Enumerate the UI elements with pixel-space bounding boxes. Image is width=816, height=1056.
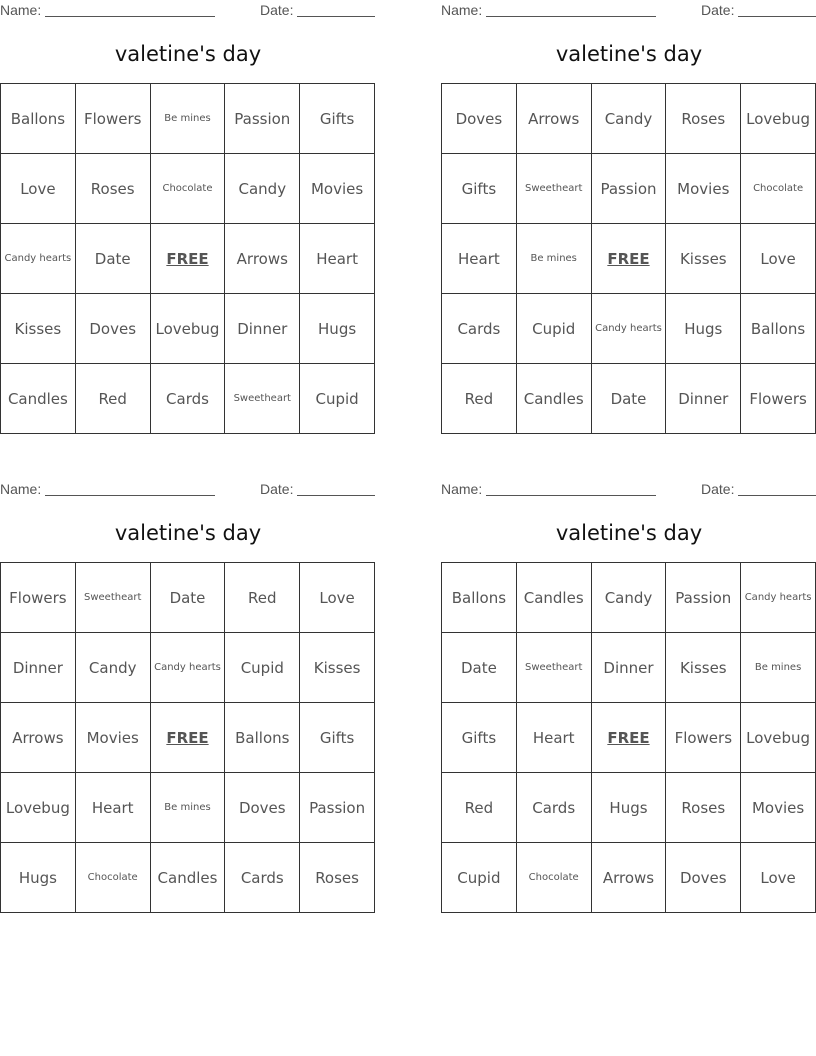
- name-label: Name:: [0, 481, 42, 497]
- bingo-cell: Kisses: [300, 633, 375, 703]
- bingo-cell: Candles: [151, 843, 226, 913]
- bingo-cell: Heart: [442, 224, 517, 294]
- bingo-cell: Flowers: [666, 703, 741, 773]
- bingo-cell: Cards: [442, 294, 517, 364]
- bingo-cell: Dinner: [1, 633, 76, 703]
- bingo-cell: Ballons: [442, 563, 517, 633]
- bingo-cell: Dinner: [225, 294, 300, 364]
- bingo-cell: Heart: [300, 224, 375, 294]
- bingo-cell: Sweetheart: [517, 633, 592, 703]
- bingo-cell: Candy: [592, 563, 667, 633]
- bingo-cell: Movies: [741, 773, 816, 843]
- bingo-cell: Heart: [517, 703, 592, 773]
- bingo-cell: Lovebug: [741, 703, 816, 773]
- free-space: FREE: [151, 703, 226, 773]
- bingo-cell: Candy: [76, 633, 151, 703]
- bingo-cell: Love: [300, 563, 375, 633]
- bingo-grid: [441, 83, 816, 434]
- name-date-row: [0, 481, 376, 499]
- name-date-row: [441, 2, 816, 20]
- name-field: [441, 2, 656, 18]
- date-label: Date:: [260, 481, 294, 497]
- name-label: Name:: [441, 481, 483, 497]
- name-field: [0, 2, 215, 18]
- card-title: valetine's day: [555, 521, 703, 545]
- bingo-cell: Arrows: [517, 84, 592, 154]
- bingo-cell: Cards: [517, 773, 592, 843]
- free-space: FREE: [151, 224, 226, 294]
- bingo-cell: Candy: [592, 84, 667, 154]
- bingo-cell: Sweetheart: [76, 563, 151, 633]
- name-field: [0, 481, 215, 497]
- bingo-cell: Chocolate: [517, 843, 592, 913]
- bingo-cell: Lovebug: [741, 84, 816, 154]
- bingo-cell: Dinner: [592, 633, 667, 703]
- bingo-cell: Roses: [666, 84, 741, 154]
- bingo-cell: Gifts: [442, 154, 517, 224]
- name-blank-line: [486, 481, 656, 496]
- bingo-cell: Kisses: [666, 224, 741, 294]
- date-blank-line: [738, 2, 816, 17]
- bingo-cell: Kisses: [1, 294, 76, 364]
- card-title: valetine's day: [114, 42, 262, 66]
- bingo-cell: Ballons: [741, 294, 816, 364]
- bingo-cell: Passion: [300, 773, 375, 843]
- bingo-cell: Heart: [76, 773, 151, 843]
- free-space: FREE: [592, 224, 667, 294]
- bingo-cell: Cupid: [442, 843, 517, 913]
- bingo-cell: Passion: [666, 563, 741, 633]
- bingo-cell: Roses: [300, 843, 375, 913]
- bingo-cell: Date: [442, 633, 517, 703]
- bingo-card-1: [0, 0, 376, 434]
- name-date-row: [441, 481, 816, 499]
- date-blank-line: [738, 481, 816, 496]
- date-label: Date:: [701, 481, 735, 497]
- bingo-grid: [441, 562, 816, 913]
- bingo-cell: Movies: [76, 703, 151, 773]
- bingo-cell: Flowers: [1, 563, 76, 633]
- bingo-cell: Flowers: [741, 364, 816, 434]
- bingo-cell: Be mines: [151, 773, 226, 843]
- name-blank-line: [45, 481, 215, 496]
- name-blank-line: [486, 2, 656, 17]
- bingo-cell: Cards: [225, 843, 300, 913]
- bingo-cell: Red: [442, 773, 517, 843]
- bingo-cell: Red: [225, 563, 300, 633]
- name-field: [441, 481, 656, 497]
- bingo-cell: Chocolate: [76, 843, 151, 913]
- bingo-cell: Candles: [517, 364, 592, 434]
- bingo-cell: Arrows: [225, 224, 300, 294]
- bingo-cell: Candy hearts: [592, 294, 667, 364]
- bingo-cell: Flowers: [76, 84, 151, 154]
- bingo-cell: Dinner: [666, 364, 741, 434]
- bingo-cell: Candy hearts: [151, 633, 226, 703]
- name-date-row: [0, 2, 376, 20]
- bingo-grid: [0, 83, 375, 434]
- bingo-cell: Lovebug: [151, 294, 226, 364]
- bingo-cell: Ballons: [1, 84, 76, 154]
- bingo-cell: Candy hearts: [741, 563, 816, 633]
- bingo-cell: Movies: [666, 154, 741, 224]
- bingo-cell: Love: [1, 154, 76, 224]
- bingo-cell: Doves: [442, 84, 517, 154]
- bingo-cell: Passion: [225, 84, 300, 154]
- date-field: [701, 481, 816, 497]
- bingo-cell: Sweetheart: [517, 154, 592, 224]
- date-blank-line: [297, 481, 375, 496]
- bingo-cell: Arrows: [592, 843, 667, 913]
- bingo-card-4: [441, 479, 816, 913]
- bingo-cell: Cupid: [517, 294, 592, 364]
- bingo-cell: Gifts: [300, 84, 375, 154]
- bingo-cell: Love: [741, 843, 816, 913]
- bingo-cell: Love: [741, 224, 816, 294]
- bingo-cell: Date: [151, 563, 226, 633]
- bingo-cell: Cards: [151, 364, 226, 434]
- bingo-cell: Hugs: [1, 843, 76, 913]
- bingo-cell: Chocolate: [741, 154, 816, 224]
- bingo-card-2: [441, 0, 816, 434]
- bingo-cell: Roses: [666, 773, 741, 843]
- bingo-cell: Passion: [592, 154, 667, 224]
- bingo-cell: Cupid: [225, 633, 300, 703]
- bingo-cell: Hugs: [300, 294, 375, 364]
- bingo-cell: Hugs: [666, 294, 741, 364]
- bingo-cell: Be mines: [741, 633, 816, 703]
- date-field: [260, 2, 375, 18]
- free-space: FREE: [592, 703, 667, 773]
- bingo-cell: Candy hearts: [1, 224, 76, 294]
- bingo-cell: Kisses: [666, 633, 741, 703]
- name-label: Name:: [441, 2, 483, 18]
- bingo-cell: Doves: [666, 843, 741, 913]
- card-title: valetine's day: [555, 42, 703, 66]
- bingo-card-3: [0, 479, 376, 913]
- bingo-cell: Candy: [225, 154, 300, 224]
- bingo-cell: Be mines: [517, 224, 592, 294]
- bingo-cell: Movies: [300, 154, 375, 224]
- bingo-cell: Roses: [76, 154, 151, 224]
- bingo-cell: Arrows: [1, 703, 76, 773]
- bingo-cell: Candles: [517, 563, 592, 633]
- bingo-cell: Gifts: [442, 703, 517, 773]
- bingo-cell: Cupid: [300, 364, 375, 434]
- bingo-cell: Red: [76, 364, 151, 434]
- name-blank-line: [45, 2, 215, 17]
- bingo-cell: Gifts: [300, 703, 375, 773]
- bingo-cell: Ballons: [225, 703, 300, 773]
- bingo-cell: Doves: [76, 294, 151, 364]
- bingo-cell: Date: [76, 224, 151, 294]
- bingo-cell: Doves: [225, 773, 300, 843]
- bingo-cell: Candles: [1, 364, 76, 434]
- bingo-cell: Be mines: [151, 84, 226, 154]
- name-label: Name:: [0, 2, 42, 18]
- bingo-cell: Chocolate: [151, 154, 226, 224]
- bingo-cell: Red: [442, 364, 517, 434]
- date-blank-line: [297, 2, 375, 17]
- bingo-cell: Date: [592, 364, 667, 434]
- date-field: [701, 2, 816, 18]
- bingo-grid: [0, 562, 375, 913]
- date-label: Date:: [260, 2, 294, 18]
- date-field: [260, 481, 375, 497]
- bingo-cell: Hugs: [592, 773, 667, 843]
- card-title: valetine's day: [114, 521, 262, 545]
- bingo-cell: Sweetheart: [225, 364, 300, 434]
- date-label: Date:: [701, 2, 735, 18]
- bingo-cell: Lovebug: [1, 773, 76, 843]
